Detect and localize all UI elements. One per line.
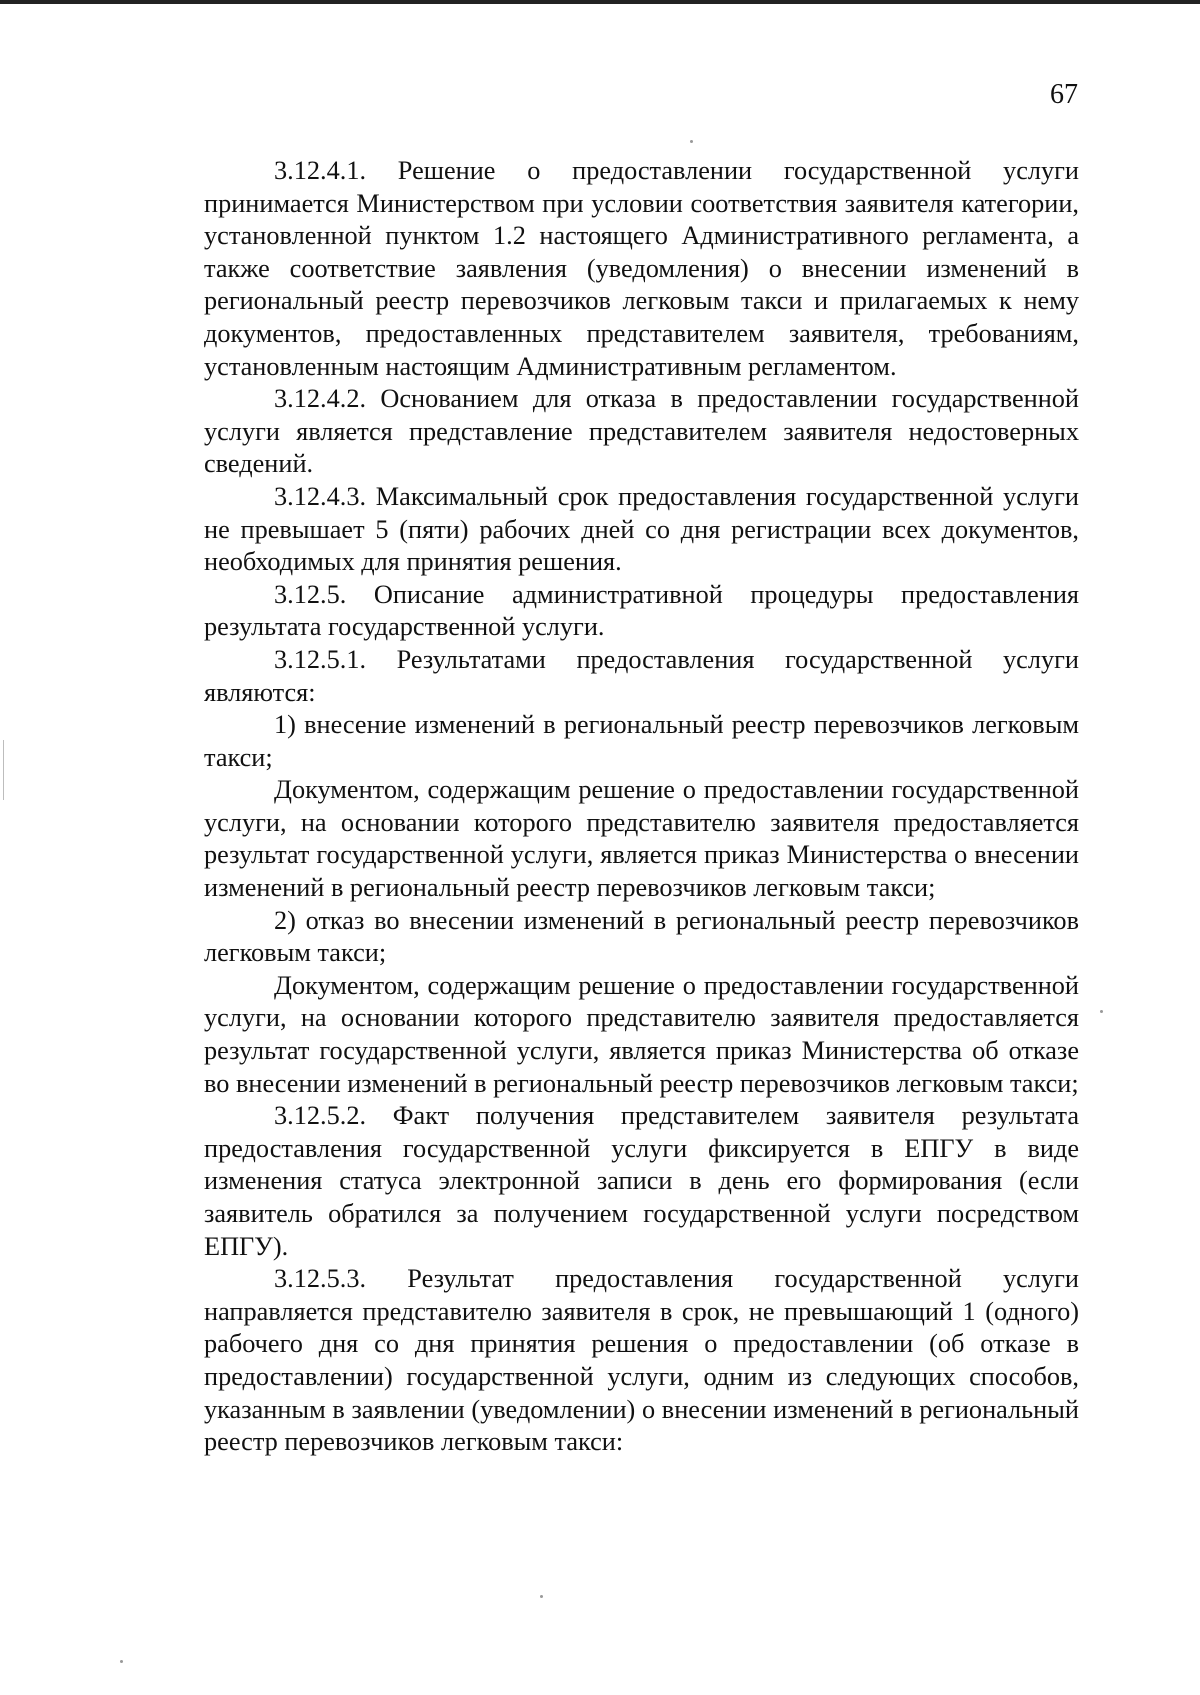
paragraph-document-decision-2: Документом, содержащим решение о предоставлении государственной услуги, на основании которого представителю заявителя предоставляется результат государственной услуги, является приказ Министерства об отказе во внесении изменений в региональный реестр перевозчиков легковым такси; [204, 970, 1079, 1098]
document-body [204, 155, 1079, 1459]
scan-speck [540, 1595, 543, 1598]
paragraph-3-12-5-2: 3.12.5.2. Факт получения представителем заявителя результата предоставления государственной услуги фиксируется в ЕПГУ в виде изменения статуса электронной записи в день его формирования (если заявитель обратился за получением государственной услуги посредством ЕПГУ). [204, 1101, 1079, 1261]
scan-top-border [0, 0, 1200, 4]
paragraph-3-12-4-1: 3.12.4.1. Решение о предоставлении государственной услуги принимается Министерством при условии соответствия заявителя категории, установленной пунктом 1.2 настоящего Административного регламента, а также соответствие заявления (уведомления) о внесении изменений в региональный реестр перевозчиков легковым такси и прилагаемых к нему документов, предоставленных представителем заявителя, требованиям, установленным настоящим Административным регламентом. [204, 156, 1079, 381]
scan-margin-mark [3, 740, 4, 800]
paragraph-3-12-4-2: 3.12.4.2. Основанием для отказа в предоставлении государственной услуги является представление представителем заявителя недостоверных сведений. [204, 384, 1079, 479]
scan-speck [120, 1660, 123, 1663]
list-item-1: 1) внесение изменений в региональный реестр перевозчиков легковым такси; [204, 710, 1079, 772]
paragraph-document-decision-1: Документом, содержащим решение о предоставлении государственной услуги, на основании которого представителю заявителя предоставляется результат государственной услуги, является приказ Министерства о внесении изменений в региональный реестр перевозчиков легковым такси; [204, 775, 1079, 903]
paragraph-3-12-5-3: 3.12.5.3. Результат предоставления государственной услуги направляется представителю заявителя в срок, не превышающий 1 (одного) рабочего дня со дня принятия решения о предоставлении (об отказе в предоставлении) государственной услуги, одним из следующих способов, указанным в заявлении (уведомлении) о внесении изменений в региональный реестр перевозчиков легковым такси: [204, 1264, 1079, 1457]
paragraph-3-12-5-1: 3.12.5.1. Результатами предоставления государственной услуги являются: [204, 644, 1079, 707]
scan-speck [690, 140, 693, 143]
list-item-2: 2) отказ во внесении изменений в региональный реестр перевозчиков легковым такси; [204, 905, 1079, 968]
paragraph-3-12-4-3: 3.12.4.3. Максимальный срок предоставления государственной услуги не превышает 5 (пяти) рабочих дней со дня регистрации всех документов, необходимых для принятия решения. [204, 481, 1079, 577]
scan-speck [1100, 1010, 1103, 1013]
page-number: 67 [1050, 79, 1078, 110]
paragraph-3-12-5: 3.12.5. Описание административной процедуры предоставления результата государственной услуги. [204, 579, 1079, 642]
